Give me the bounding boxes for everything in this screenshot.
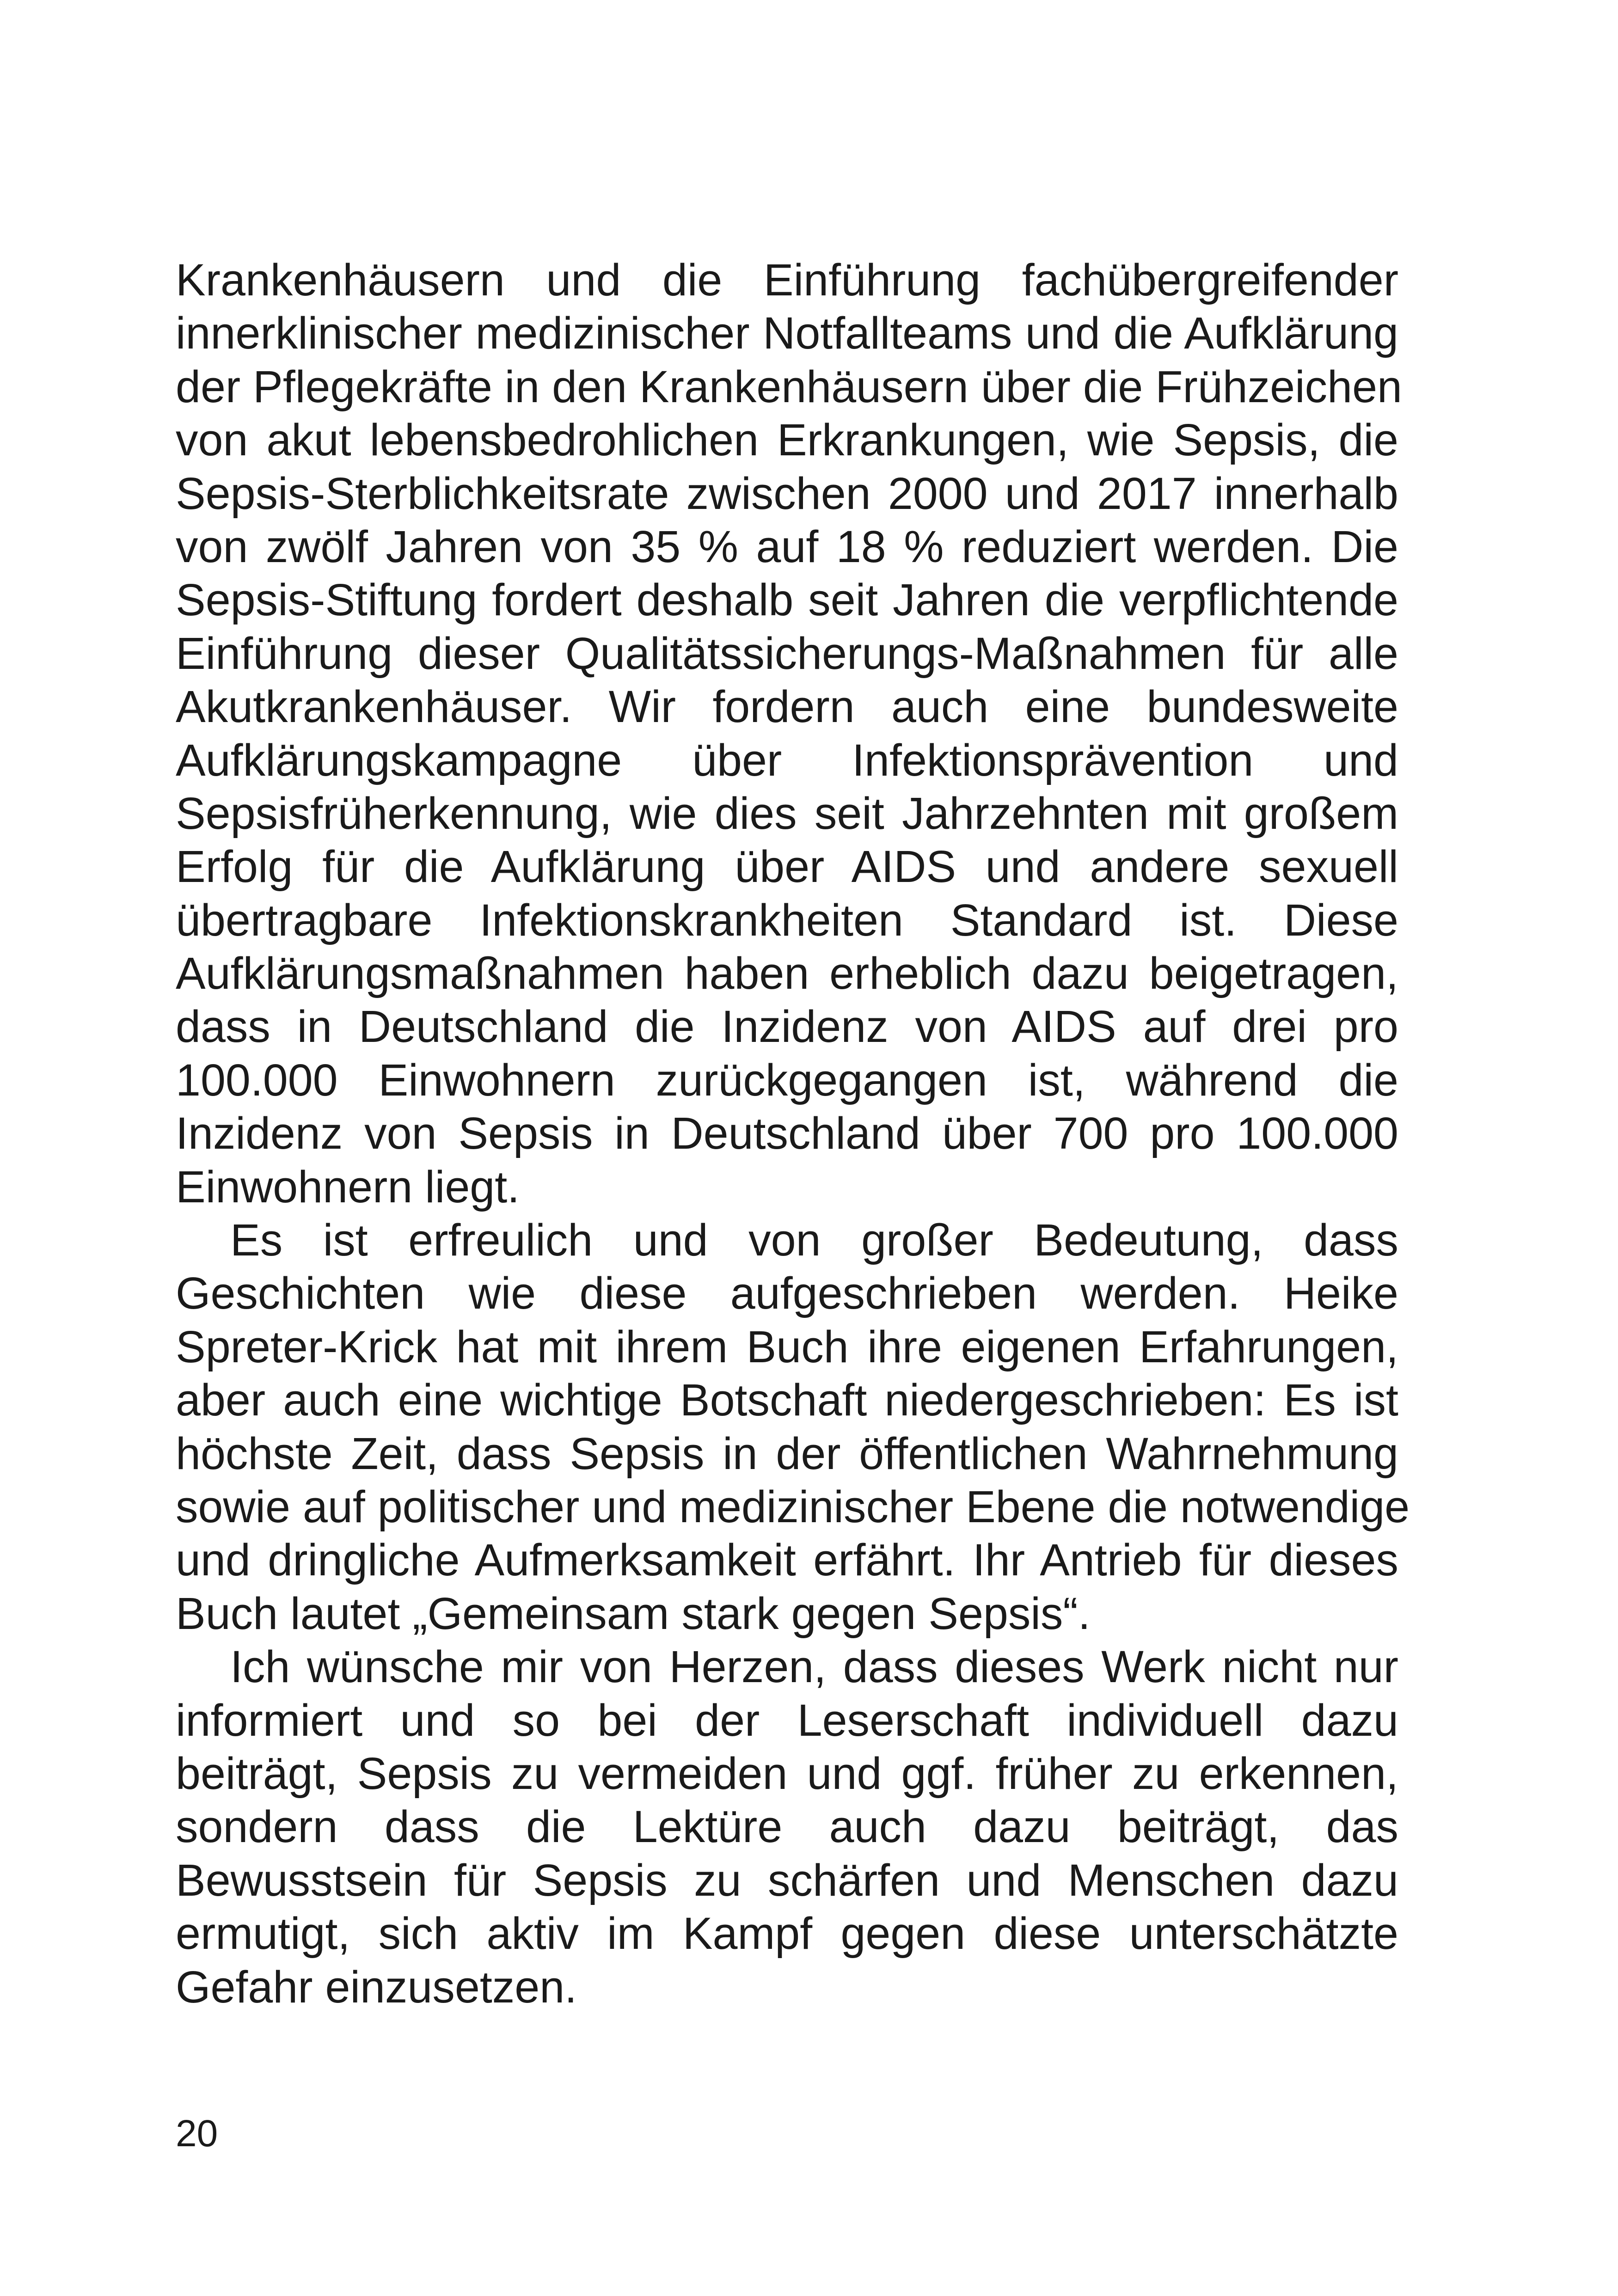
text-line: beiträgt, Sepsis zu vermeiden und ggf. früher zu erkennen, — [176, 1748, 1398, 1799]
text-line: dass in Deutschland die Inzidenz von AIDS auf drei pro — [176, 1001, 1398, 1052]
text-line: von akut lebensbedrohlichen Erkrankungen, wie Sepsis, die — [176, 415, 1398, 465]
text-line: Bewusstsein für Sepsis zu schärfen und Menschen dazu — [176, 1855, 1398, 1905]
text-line: aber auch eine wichtige Botschaft niedergeschrieben: Es ist — [176, 1375, 1398, 1426]
text-line: der Pflegekräfte in den Krankenhäusern über die Frühzeichen — [176, 361, 1403, 412]
text-line: Spreter-Krick hat mit ihrem Buch ihre eigenen Erfahrungen, — [176, 1321, 1398, 1372]
text-line: Geschichten wie diese aufgeschrieben werden. Heike — [176, 1268, 1398, 1319]
text-line: Einwohnern liegt. — [176, 1161, 520, 1212]
text-line: Einführung dieser Qualitätssicherungs-Maßnahmen für alle — [176, 628, 1398, 679]
text-line: und dringliche Aufmerksamkeit erfährt. Ihr Antrieb für dieses — [176, 1535, 1398, 1586]
text-line: sowie auf politischer und medizinischer Ebene die notwendige — [176, 1481, 1410, 1532]
text-line: von zwölf Jahren von 35 % auf 18 % reduziert werden. Die — [176, 521, 1398, 572]
text-line: Sepsisfrüherkennung, wie dies seit Jahrzehnten mit großem — [176, 788, 1398, 839]
text-line: ermutigt, sich aktiv im Kampf gegen diese unterschätzte — [176, 1908, 1398, 1959]
text-line: Sepsis-Stiftung fordert deshalb seit Jahren die verpflichtende — [176, 575, 1398, 625]
text-line: 100.000 Einwohnern zurückgegangen ist, während die — [176, 1054, 1398, 1105]
text-line: Inzidenz von Sepsis in Deutschland über 700 pro 100.000 — [176, 1108, 1398, 1159]
text-line: höchste Zeit, dass Sepsis in der öffentlichen Wahrnehmung — [176, 1428, 1398, 1479]
text-line: Buch lautet „Gemeinsam stark gegen Sepsis“. — [176, 1588, 1091, 1639]
text-line: Krankenhäusern und die Einführung fachübergreifender — [176, 255, 1398, 305]
body-text — [176, 253, 1410, 2014]
text-line: Es ist erfreulich und von großer Bedeutung, dass — [230, 1215, 1398, 1266]
text-line: Ich wünsche mir von Herzen, dass dieses Werk nicht nur — [230, 1641, 1398, 1692]
text-line: Aufklärungskampagne über Infektionsprävention und — [176, 735, 1398, 785]
text-line: Sepsis-Sterblichkeitsrate zwischen 2000 und 2017 innerhalb — [176, 468, 1398, 519]
text-line: sondern dass die Lektüre auch dazu beiträgt, das — [176, 1801, 1398, 1852]
text-line: Erfolg für die Aufklärung über AIDS und andere sexuell — [176, 841, 1398, 892]
text-line: Akutkrankenhäuser. Wir fordern auch eine bundesweite — [176, 681, 1398, 732]
text-line: übertragbare Infektionskrankheiten Standard ist. Diese — [176, 894, 1398, 945]
page-number: 20 — [176, 2112, 218, 2155]
text-line: Aufklärungsmaßnahmen haben erheblich dazu beigetragen, — [176, 948, 1398, 999]
text-line: informiert und so bei der Leserschaft individuell dazu — [176, 1695, 1398, 1745]
text-line: innerklinischer medizinischer Notfallteams und die Aufklärung — [176, 308, 1398, 359]
text-line: Gefahr einzusetzen. — [176, 1961, 577, 2012]
